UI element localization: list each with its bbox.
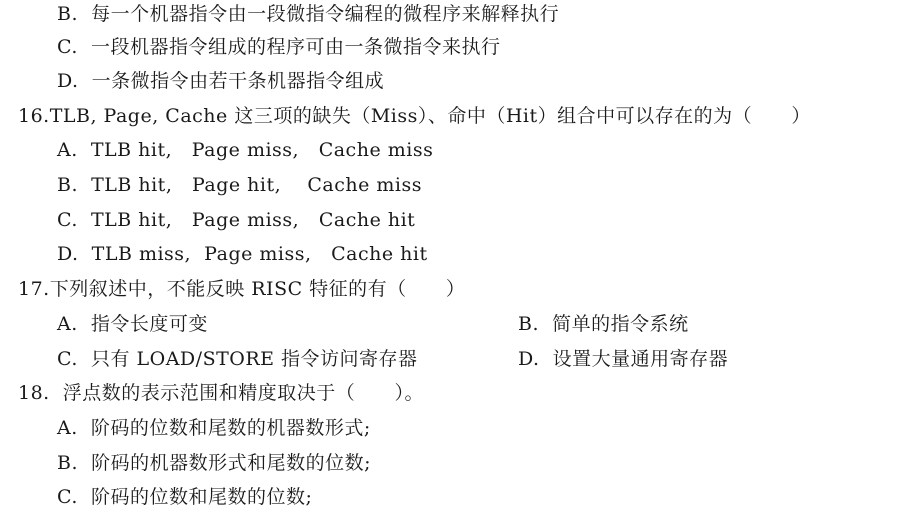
q18-option-a: A. 阶码的位数和尾数的机器数形式;	[57, 417, 371, 439]
q17-option-a: A. 指令长度可变	[57, 313, 208, 335]
q18-option-b: B. 阶码的机器数形式和尾数的位数;	[57, 452, 371, 474]
question-16: 16.TLB, Page, Cache 这三项的缺失（Miss）、命中（Hit）组合中可以存在的为（ ）	[18, 105, 811, 127]
q17-option-b: B. 简单的指令系统	[518, 313, 689, 335]
q15-option-d: D. 一条微指令由若干条机器指令组成	[57, 70, 385, 92]
question-18: 18. 浮点数的表示范围和精度取决于（ ）。	[18, 382, 425, 404]
q16-option-b: B. TLB hit, Page hit, Cache miss	[57, 174, 422, 196]
question-17: 17.下列叙述中，不能反映 RISC 特征的有（ ）	[18, 278, 466, 300]
q16-option-c: C. TLB hit, Page miss, Cache hit	[57, 209, 416, 231]
q16-option-d: D. TLB miss, Page miss, Cache hit	[57, 243, 428, 265]
q17-option-d: D. 设置大量通用寄存器	[518, 348, 729, 370]
q18-option-c: C. 阶码的位数和尾数的位数;	[57, 486, 313, 508]
q15-option-c: C. 一段机器指令组成的程序可由一条微指令来执行	[57, 36, 501, 58]
q16-option-a: A. TLB hit, Page miss, Cache miss	[57, 139, 434, 161]
q17-option-c: C. 只有 LOAD/STORE 指令访问寄存器	[57, 348, 418, 370]
q15-option-b: B. 每一个机器指令由一段微指令编程的微程序来解释执行	[57, 3, 560, 25]
